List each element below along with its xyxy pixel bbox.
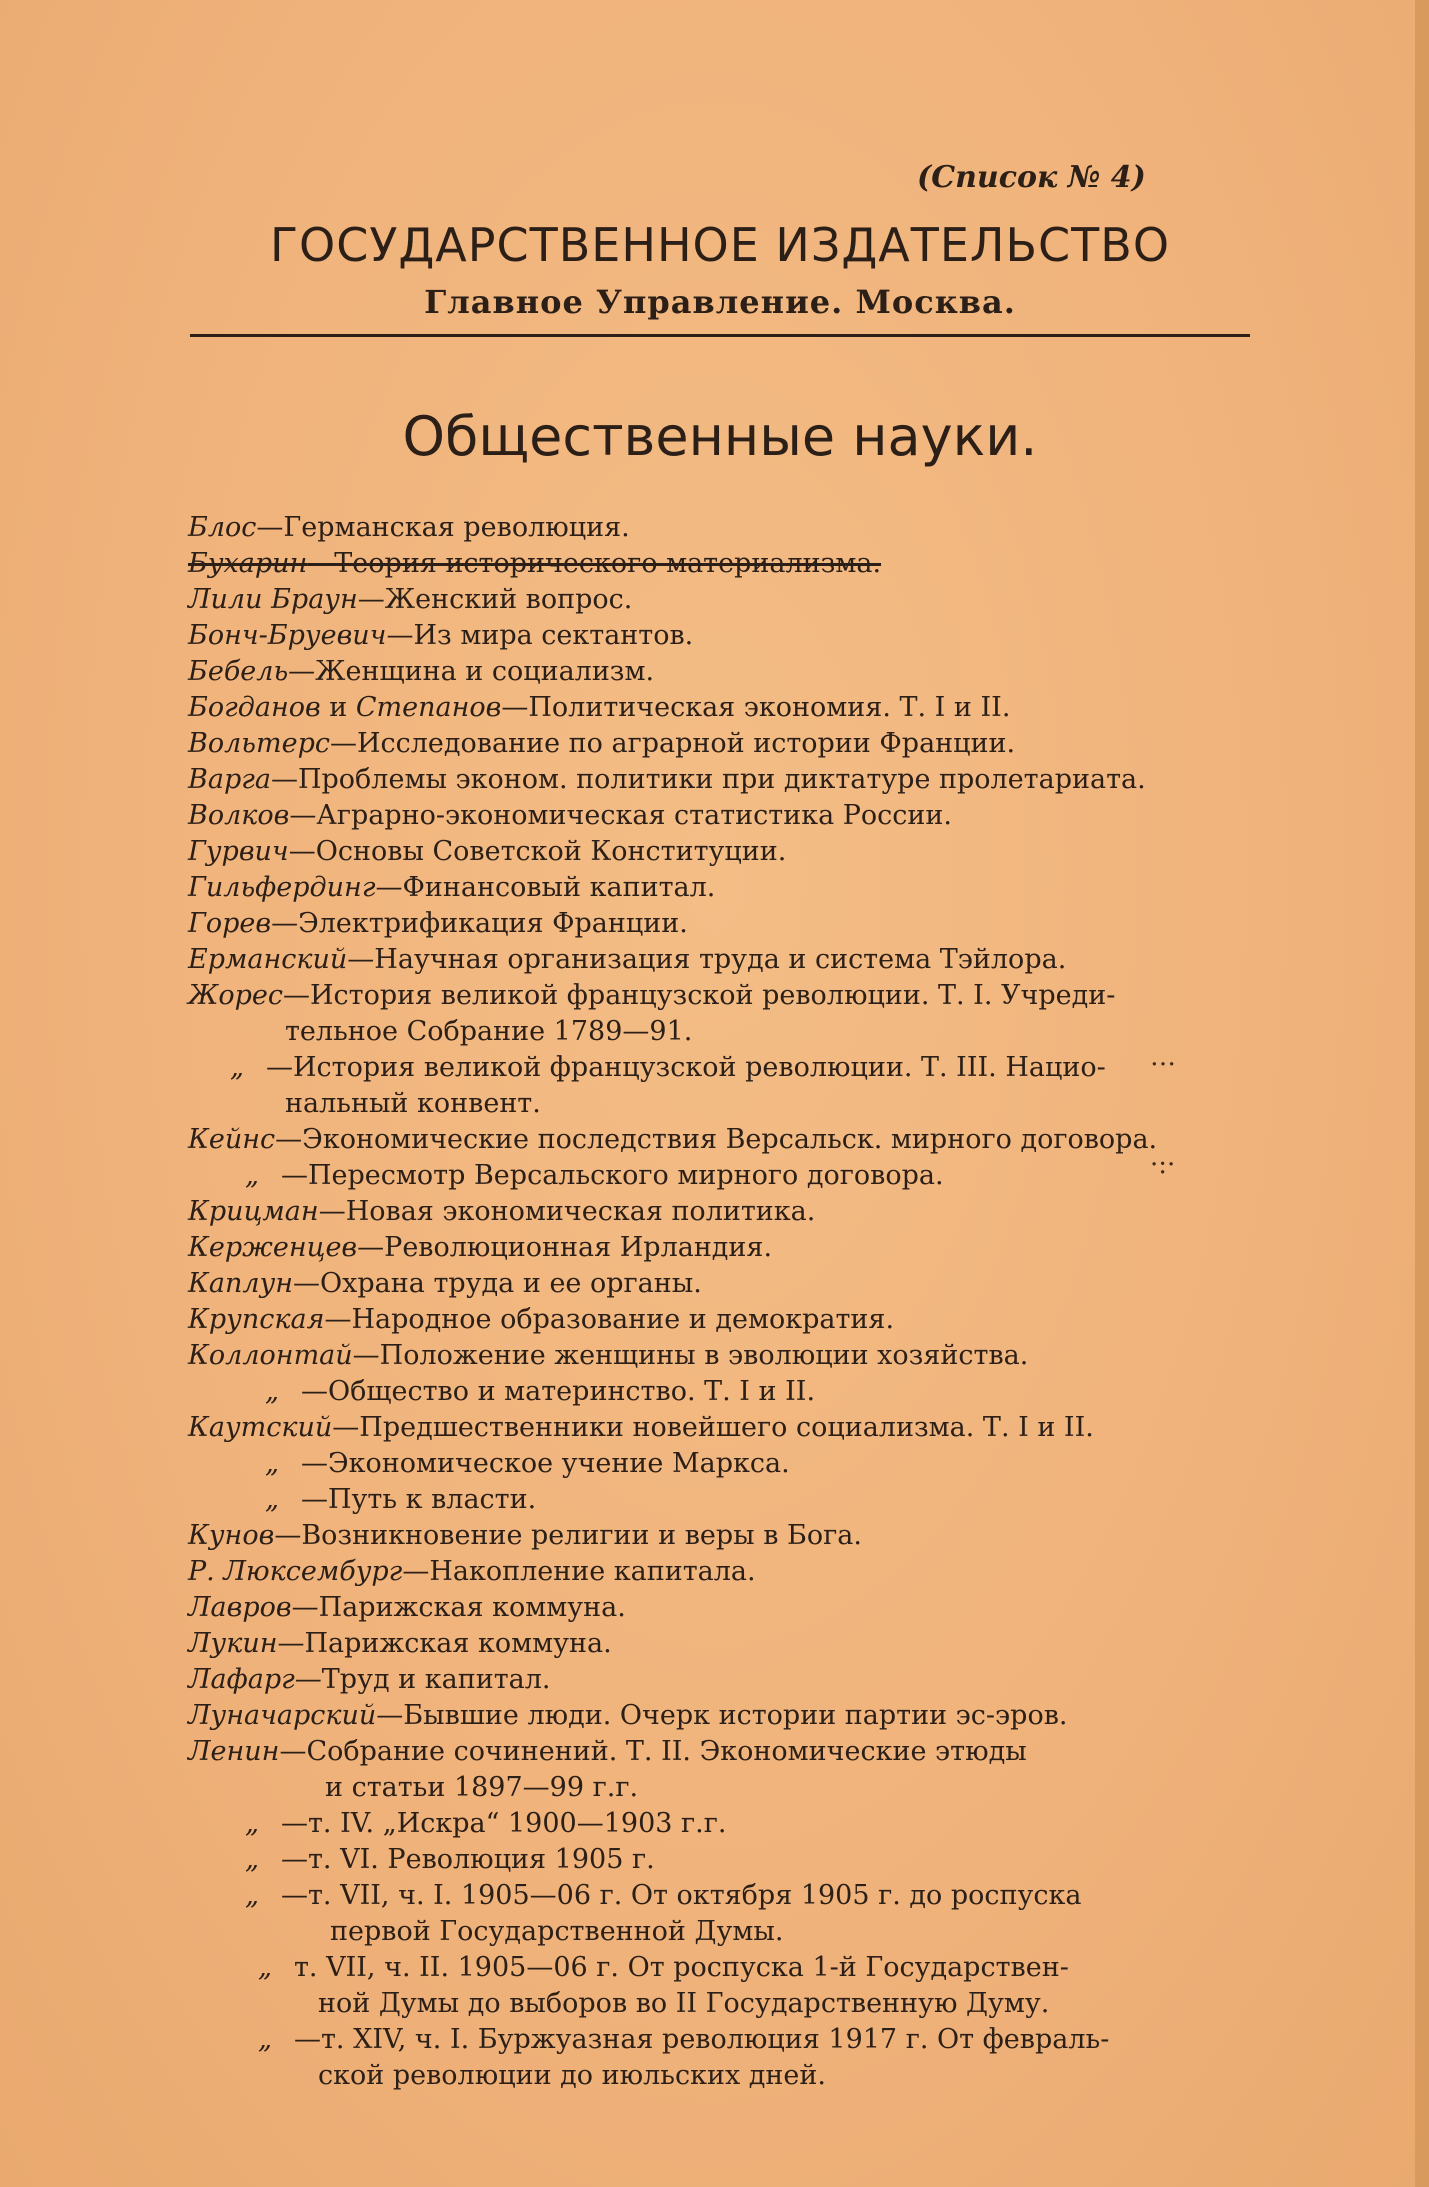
entry-line — [188, 1664, 551, 1696]
entry-author: Гурвич — [188, 836, 289, 867]
entry-line — [188, 944, 1066, 976]
entry-title: —Из мира сектантов. — [386, 620, 694, 651]
handwritten-mark: ·:· — [1150, 1150, 1176, 1180]
entry-line — [188, 836, 786, 868]
entry-line — [188, 1592, 626, 1624]
entry-title: первой Государственной Думы. — [330, 1916, 784, 1947]
entry-title: —История великой французской революции. Т. III. Нацио- — [266, 1052, 1106, 1083]
entry-author: Лавров — [188, 1592, 292, 1623]
entry-title: ной Думы до выборов во II Государственную Думу. — [318, 1988, 1050, 2019]
entry-title: и статьи 1897—99 г.г. — [325, 1772, 639, 1803]
entry-author: Лафарг — [188, 1664, 295, 1695]
entry-author: Горев — [188, 908, 272, 939]
entry-title: —т. VII, ч. I. 1905—06 г. От октября 1905 г. до роспуска — [281, 1880, 1082, 1911]
entry-author: Каутский — [188, 1412, 333, 1443]
entry-author: Бебель — [188, 656, 289, 687]
entry-line — [325, 1772, 638, 1804]
entry-title: —Женщина и социализм. — [288, 656, 655, 687]
entry-title: —Электрификация Франции. — [271, 908, 688, 939]
entry-title: —Революционная Ирландия. — [357, 1232, 773, 1263]
entry-author: Лукин — [188, 1628, 278, 1659]
entry-title: т. VII, ч. II. 1905—06 г. От роспуска 1-й Государствен- — [294, 1952, 1069, 1983]
entry-line — [188, 764, 1146, 796]
entry-title: тельное Собрание 1789—91. — [285, 1016, 693, 1047]
entry-author: Вольтерс — [188, 728, 330, 759]
entry-author: „ — [265, 1448, 279, 1479]
entry-author: „ — [265, 1484, 279, 1515]
entry-title: —Путь к власти. — [301, 1484, 537, 1515]
entry-title: —Возникновение религии и веры в Бога. — [274, 1520, 862, 1551]
entry-author: Богданов — [188, 692, 321, 723]
entry-title: —Охрана труда и ее органы. — [293, 1268, 702, 1299]
entry-title: —Экономические последствия Версальск. мирного договора. — [275, 1124, 1158, 1155]
list-number: (Список № 4) — [917, 160, 1146, 195]
entry-line — [188, 584, 632, 616]
entry-author: Ленин — [188, 1736, 280, 1767]
entry-author: Крупская — [188, 1304, 325, 1335]
entry-line — [265, 1484, 536, 1516]
entry-line — [188, 980, 1115, 1012]
entry-author: Лили Браун — [188, 584, 358, 615]
entry-title: —Бывшие люди. Очерк истории партии эс-эров. — [376, 1700, 1068, 1731]
entry-line — [188, 1556, 756, 1588]
page-edge — [1415, 0, 1429, 2187]
entry-title: —Предшественники новейшего социализма. Т. I и II. — [332, 1412, 1094, 1443]
entry-line — [245, 1880, 1082, 1912]
entry-title: —Германская революция. — [256, 512, 630, 543]
header-rule — [190, 334, 1250, 337]
entry-line — [285, 1016, 692, 1048]
entry-line — [188, 1340, 1028, 1372]
entry-author: Коллонтай — [188, 1340, 353, 1371]
entry-line — [330, 1916, 783, 1948]
entry-line — [188, 1124, 1157, 1156]
entry-title: —Аграрно-экономическая статистика России. — [289, 800, 952, 831]
entry-line — [188, 548, 881, 580]
entry-line — [188, 872, 715, 904]
entry-line — [258, 2024, 1109, 2056]
entry-line — [265, 1376, 815, 1408]
publisher-name: ГОСУДАРСТВЕННОЕ ИЗДАТЕЛЬСТВО — [269, 218, 1171, 272]
entry-title: —Научная организация труда и система Тэйлора. — [347, 944, 1067, 975]
section-title: Общественные науки. — [402, 405, 1038, 468]
publisher-subtitle: Главное Управление. Москва. — [424, 283, 1016, 321]
entry-title: —Политическая экономия. Т. I и II. — [501, 692, 1011, 723]
entry-title: —Собрание сочинений. Т. II. Экономические этюды — [279, 1736, 1027, 1767]
entry-line — [318, 2060, 826, 2092]
entry-title: —Новая экономическая политика. — [318, 1196, 816, 1227]
entry-line — [245, 1808, 726, 1840]
entry-author: Волков — [188, 800, 290, 831]
entry-author: Каплун — [188, 1268, 294, 1299]
entry-line — [188, 800, 952, 832]
entry-line — [285, 1088, 541, 1120]
entry-author: Луначарский — [188, 1700, 377, 1731]
entry-title: —Женский вопрос. — [357, 584, 633, 615]
entry-title: —Финансовый капитал. — [375, 872, 716, 903]
entry-title: —Труд и капитал. — [294, 1664, 551, 1695]
entry-line — [188, 1628, 612, 1660]
entry-author: „ — [258, 1952, 272, 1983]
entry-title: —т. VI. Революция 1905 г. — [281, 1844, 655, 1875]
entry-line — [188, 620, 693, 652]
entry-title: —Положение женщины в эволюции хозяйства. — [352, 1340, 1029, 1371]
entry-title: —Накопление капитала. — [402, 1556, 756, 1587]
entry-author: Бонч-Бруевич — [188, 620, 387, 651]
entry-line — [245, 1160, 944, 1192]
entry-author: Крицман — [188, 1196, 319, 1227]
entry-line — [188, 1736, 1027, 1768]
entry-title: —Исследование по аграрной истории Франции. — [329, 728, 1016, 759]
entry-author: Кейнс — [188, 1124, 276, 1155]
entry-author: „ — [230, 1052, 244, 1083]
entry-author: „ — [245, 1844, 259, 1875]
entry-title: —Общество и материнство. Т. I и II. — [301, 1376, 816, 1407]
entry-title: —История великой французской революции. Т. I. Учреди- — [282, 980, 1116, 1011]
entry-title: —т. XIV, ч. I. Буржуазная революция 1917 г. От февраль- — [294, 2024, 1110, 2055]
handwritten-mark: … — [1150, 1042, 1176, 1072]
entry-author: „ — [258, 2024, 272, 2055]
entry-title: —Основы Советской Конституции. — [288, 836, 787, 867]
entry-title: ской революции до июльских дней. — [318, 2060, 826, 2091]
entry-title: —Парижская коммуна. — [291, 1592, 626, 1623]
entry-author: Блос — [188, 512, 257, 543]
entry-line — [188, 728, 1015, 760]
entry-author: „ — [265, 1376, 279, 1407]
entry-line — [188, 1700, 1067, 1732]
entry-author: Р. Люксембург — [188, 1556, 403, 1587]
entry-line — [188, 1268, 702, 1300]
entry-line — [188, 1304, 894, 1336]
entry-title: —Народное образование и демократия. — [324, 1304, 895, 1335]
entry-title: —Проблемы эконом. политики при диктатуре пролетариата. — [270, 764, 1146, 795]
entry-line — [188, 1232, 772, 1264]
entry-title: —т. IV. „Искра“ 1900—1903 г.г. — [281, 1808, 727, 1839]
entry-line — [188, 692, 1010, 724]
entry-line — [318, 1988, 1049, 2020]
entry-title: —Экономическое учение Маркса. — [301, 1448, 790, 1479]
entry-line — [265, 1448, 790, 1480]
entry-author: Кунов — [188, 1520, 275, 1551]
entry-author: Варга — [188, 764, 271, 795]
entry-author: Гильфердинг — [188, 872, 376, 903]
entry-line — [188, 1412, 1094, 1444]
entry-line — [188, 512, 630, 544]
entry-author: Жорес — [188, 980, 283, 1011]
entry-line — [188, 1196, 815, 1228]
entry-title: —Парижская коммуна. — [277, 1628, 612, 1659]
entry-line — [188, 908, 688, 940]
entry-author: Степанов — [355, 692, 502, 723]
entry-author: „ — [245, 1880, 259, 1911]
entry-title: —Теория исторического материализма. — [307, 548, 882, 579]
entry-author: Керженцев — [188, 1232, 358, 1263]
entry-line — [188, 656, 654, 688]
entry-author: Бухарин — [188, 548, 308, 579]
entry-line — [245, 1844, 655, 1876]
entry-author: „ — [245, 1160, 259, 1191]
entry-conjunction: и — [320, 692, 356, 723]
entry-line — [258, 1952, 1069, 1984]
entry-author: „ — [245, 1808, 259, 1839]
entry-author: Ерманский — [188, 944, 348, 975]
entry-title: нальный конвент. — [285, 1088, 541, 1119]
entry-line — [188, 1520, 862, 1552]
entry-title: —Пересмотр Версальского мирного договора. — [281, 1160, 944, 1191]
entry-line — [230, 1052, 1106, 1084]
